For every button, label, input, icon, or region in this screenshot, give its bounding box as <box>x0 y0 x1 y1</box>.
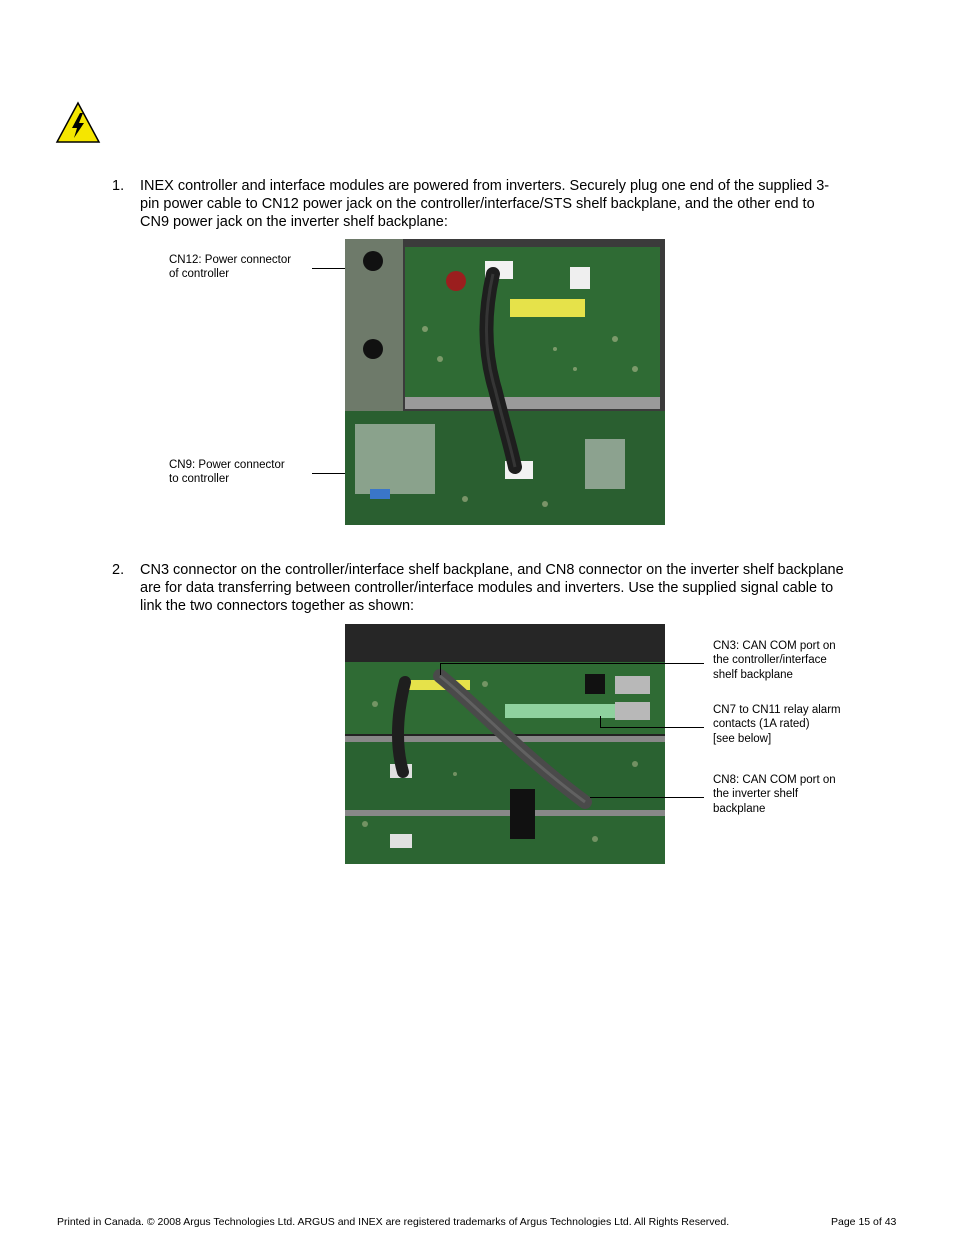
high-voltage-warning-icon <box>55 101 101 144</box>
step-text-line: pin power cable to CN12 power jack on the controller/interface/STS shelf backplane, and the other end to <box>140 196 815 212</box>
step-number: 1. <box>112 178 125 194</box>
cn3-label: CN3: CAN COM port on the controller/interface shelf backplane <box>713 640 836 681</box>
page-number: Page 15 of 43 <box>831 1216 897 1228</box>
step-number: 2. <box>112 562 125 578</box>
cn8-label: CN8: CAN COM port on the inverter shelf backplane <box>713 774 836 815</box>
cn3-leader-line <box>440 663 704 664</box>
step-2 <box>112 561 922 617</box>
cn9-label: CN9: Power connector to controller <box>169 459 285 486</box>
step-text-line: INEX controller and interface modules are powered from inverters. Securely plug one end of the supplied 3- <box>140 178 830 194</box>
cn12-label: CN12: Power connector of controller <box>169 254 292 281</box>
cn3-leader-drop <box>440 663 441 675</box>
step-text-line: CN9 power jack on the inverter shelf backplane: <box>140 214 448 230</box>
step-text-line: CN3 connector on the controller/interface shelf backplane, and CN8 connector on the inverter shelf backplane <box>140 562 844 578</box>
backplane-signal-cable-photo <box>345 624 665 864</box>
step-text-line: link the two connectors together as shown: <box>140 598 415 614</box>
backplane-power-cable-photo <box>345 239 665 525</box>
cn7-cn11-label: CN7 to CN11 relay alarm contacts (1A rated) [see below] <box>713 704 841 745</box>
footer-copyright: Printed in Canada. © 2008 Argus Technologies Ltd. ARGUS and INEX are registered trademarks of Argus Technologies Ltd. All Rights Reserved. <box>57 1216 730 1228</box>
step-text-line: are for data transferring between controller/interface modules and inverters. Use the supplied signal cable to <box>140 580 834 596</box>
cn8-leader-line <box>590 797 704 798</box>
cn7-leader-line <box>600 727 704 728</box>
step-1 <box>112 177 912 233</box>
